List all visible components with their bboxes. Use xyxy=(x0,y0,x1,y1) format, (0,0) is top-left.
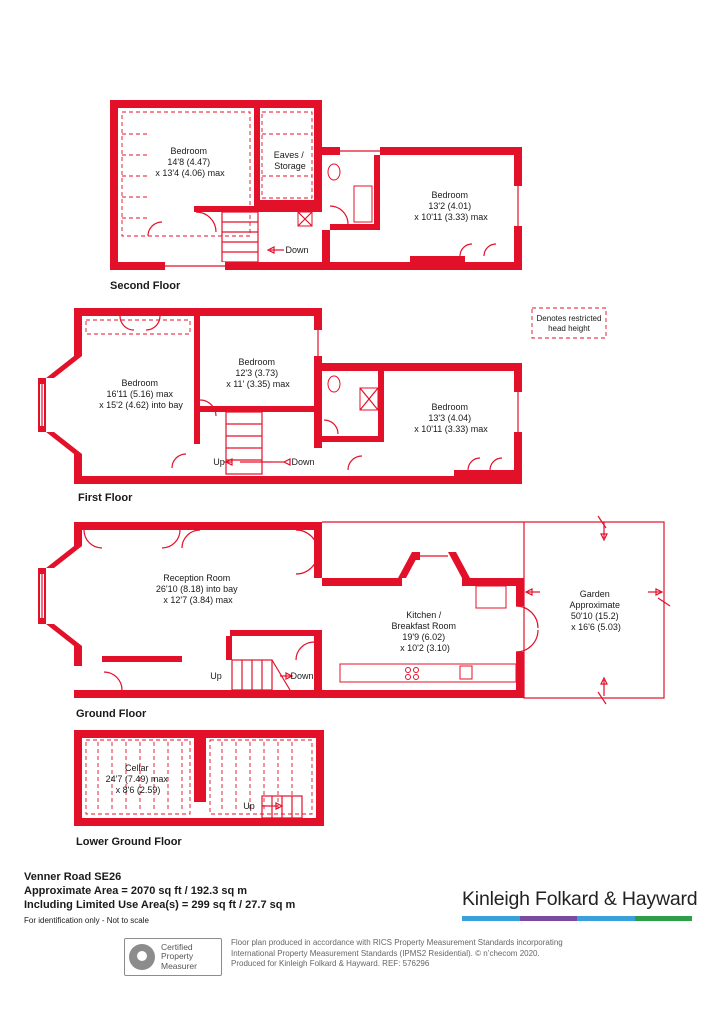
logo-bar-segment xyxy=(462,916,520,921)
stairs-up-first: Up xyxy=(213,457,225,467)
agency-logo: Kinleigh Folkard & Hayward xyxy=(462,888,698,910)
stairs-down-second: Down xyxy=(285,245,309,255)
credits-line: Produced for Kinleigh Folkard & Hayward. REF: 576296 xyxy=(231,959,430,968)
floor-title-second: Second Floor xyxy=(110,280,181,292)
credits-line: Floor plan produced in accordance with RICS Property Measurement Standards incorporating xyxy=(231,938,563,947)
room-first-bedroom-3: Bedroom 13'3 (4.04) x 10'11 (3.33) max xyxy=(414,402,488,434)
stairs-down-first: Down xyxy=(291,457,315,467)
logo-bar-segment xyxy=(520,916,578,921)
address: Venner Road SE26 xyxy=(24,871,122,883)
legend-line-1: Denotes restricted xyxy=(536,314,602,323)
property-summary xyxy=(24,870,295,928)
logo-bar-segment xyxy=(635,916,693,921)
restricted-height-legend xyxy=(532,308,606,338)
room-cellar: Cellar 24'7 (7.49) max x 8'6 (2.59) xyxy=(105,763,168,795)
rics-seal-icon xyxy=(129,944,155,970)
rics-badge-text: Certified Property Measurer xyxy=(161,941,197,971)
room-reception: Reception Room 26'10 (8.18) into bay x 12'7 (3.84) max xyxy=(155,573,238,605)
ground-floor-plan xyxy=(38,516,670,704)
credits-line: International Property Measurement Standards (IPMS2 Residential). © n’checom 2020. xyxy=(231,948,540,958)
stairs-up-ground: Up xyxy=(210,671,222,681)
room-first-bedroom-1: Bedroom 16'11 (5.16) max x 15'2 (4.62) into bay xyxy=(99,378,183,410)
approximate-area: Approximate Area = 2070 sq ft / 192.3 sq m xyxy=(24,885,248,897)
second-floor-plan xyxy=(110,100,522,270)
logo-bar-segment xyxy=(577,916,635,921)
stairs-up-cellar: Up xyxy=(243,801,255,811)
area-garden: Garden Approximate 50'10 (15.2) x 16'6 (5.03) xyxy=(569,589,621,632)
floor-title-lower: Lower Ground Floor xyxy=(76,836,182,848)
room-second-bedroom-1: Bedroom 14'8 (4.47) x 13'4 (4.06) max xyxy=(155,146,225,178)
agency-logo-bar xyxy=(462,916,692,921)
credits xyxy=(231,938,611,970)
floor-title-first: First Floor xyxy=(78,492,133,504)
rics-certified-badge xyxy=(124,938,222,976)
room-kitchen: Kitchen / Breakfast Room 19'9 (6.02) x 10'2 (3.10) xyxy=(391,610,457,653)
limited-use-area: Including Limited Use Area(s) = 299 sq ft / 27.7 sq m xyxy=(24,899,296,911)
legend-line-2: head height xyxy=(548,324,590,333)
stairs-down-ground: Down xyxy=(290,671,314,681)
floor-title-ground: Ground Floor xyxy=(76,708,147,720)
room-eaves-storage: Eaves / Storage xyxy=(273,150,306,171)
room-first-bedroom-2: Bedroom 12'3 (3.73) x 11' (3.35) max xyxy=(226,357,290,389)
room-second-bedroom-2: Bedroom 13'2 (4.01) x 10'11 (3.33) max xyxy=(414,190,488,222)
identification-note: For identification only - Not to scale xyxy=(24,916,149,925)
